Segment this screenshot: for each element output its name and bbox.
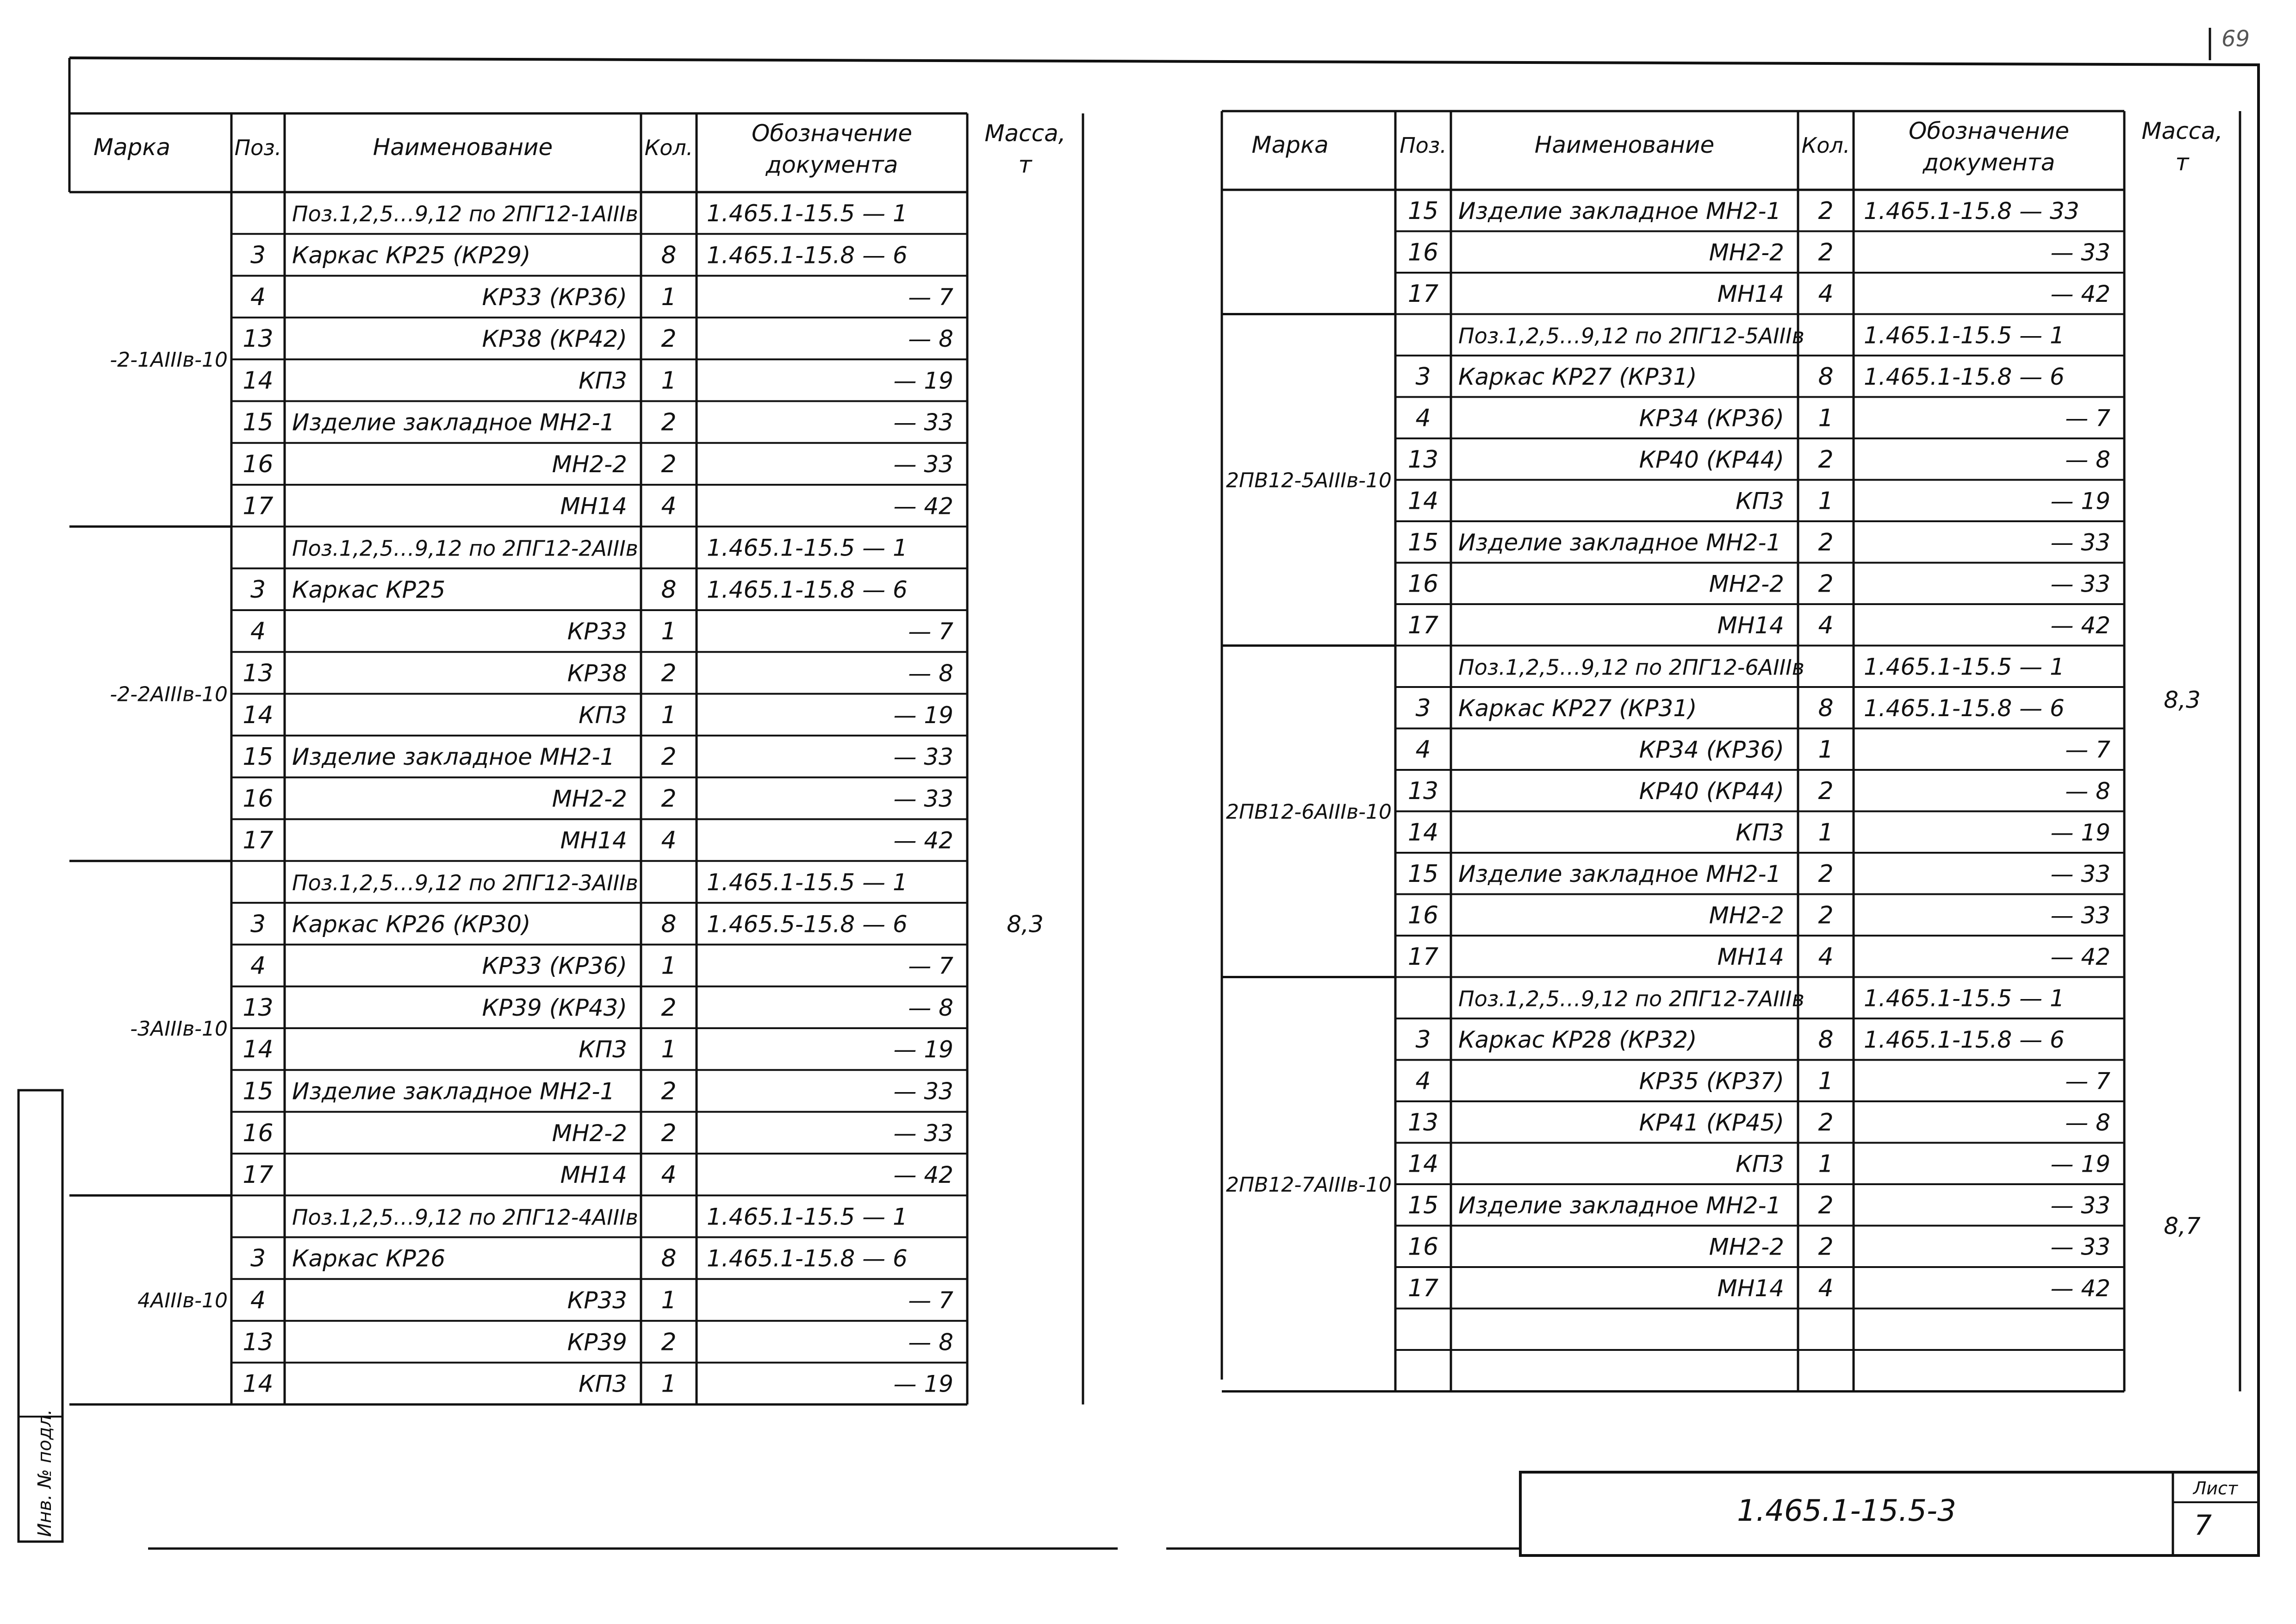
row-position: 4 xyxy=(250,952,266,980)
row-document: — 42 xyxy=(2050,280,2110,307)
row-position: 16 xyxy=(1407,901,1439,930)
page-number: 69 xyxy=(2221,26,2250,52)
row-name: Каркас КР25 xyxy=(292,576,446,603)
row-name: КР38 xyxy=(567,660,627,687)
row-position: 16 xyxy=(243,1119,274,1147)
row-document: — 19 xyxy=(2050,1150,2110,1178)
row-document: 1.465.5-15.8 — 6 xyxy=(707,911,908,938)
row-quantity: 2 xyxy=(1818,445,1834,474)
row-document: — 42 xyxy=(893,493,953,520)
row-quantity: 8 xyxy=(1818,694,1834,722)
row-document: 1.465.1-15.8 — 6 xyxy=(1864,363,2065,390)
header-poz: Поз. xyxy=(1400,133,1447,158)
row-name: Каркас КР27 (КР31) xyxy=(1458,363,1697,390)
row-quantity: 4 xyxy=(661,1161,677,1189)
side-stamp-text: Инв. № подл. xyxy=(34,1409,56,1537)
row-quantity: 1 xyxy=(661,283,677,311)
row-document: — 8 xyxy=(2065,777,2110,805)
row-quantity: 8 xyxy=(1818,362,1834,391)
row-name: КП3 xyxy=(579,701,627,729)
row-name: КР38 (КР42) xyxy=(482,325,627,353)
row-position: 15 xyxy=(243,1077,274,1106)
row-quantity: 2 xyxy=(661,743,677,771)
row-name: КР33 xyxy=(567,1287,627,1314)
mass-value: 8,7 xyxy=(2164,1212,2201,1240)
row-name: Поз.1,2,5…9,12 по 2ПГ12-5АIIIв xyxy=(1458,323,1804,349)
row-position: 4 xyxy=(250,618,266,646)
row-quantity: 1 xyxy=(1818,487,1834,515)
row-position: 17 xyxy=(1407,611,1439,639)
row-quantity: 2 xyxy=(1818,1108,1834,1137)
binding-strip xyxy=(19,1090,62,1542)
row-quantity: 2 xyxy=(1818,238,1834,267)
marka-label: 2ПВ12-7АIIIв-10 xyxy=(1226,1173,1392,1197)
row-quantity: 8 xyxy=(661,910,677,938)
row-position: 17 xyxy=(243,492,274,520)
row-document: — 8 xyxy=(908,1329,953,1356)
row-name: КР34 (КР36) xyxy=(1639,736,1784,763)
row-quantity: 8 xyxy=(661,575,677,604)
row-quantity: 1 xyxy=(661,367,677,395)
row-document: — 7 xyxy=(2065,1068,2110,1095)
row-quantity: 4 xyxy=(661,826,677,855)
row-name: МН2-2 xyxy=(1709,570,1784,598)
row-name: КП3 xyxy=(1736,487,1784,515)
row-name: Каркас КР26 xyxy=(292,1245,446,1272)
row-document: — 42 xyxy=(893,1162,953,1189)
row-name: Поз.1,2,5…9,12 по 2ПГ12-4АIIIв xyxy=(292,1205,638,1230)
row-document: — 7 xyxy=(2065,736,2110,763)
row-position: 16 xyxy=(1407,570,1439,598)
row-document: — 33 xyxy=(2050,860,2110,887)
row-name: МН2-2 xyxy=(552,1119,627,1147)
row-position: 15 xyxy=(1407,860,1439,888)
document-designation: 1.465.1-15.5-3 xyxy=(1737,1494,1956,1528)
row-document: 1.465.1-15.5 — 1 xyxy=(707,534,908,562)
row-name: КР41 (КР45) xyxy=(1639,1109,1784,1136)
row-name: КП3 xyxy=(579,367,627,394)
header-marka: Марка xyxy=(93,134,171,161)
row-name: КР33 xyxy=(567,618,627,645)
row-quantity: 1 xyxy=(661,1036,677,1064)
row-position: 13 xyxy=(243,325,274,353)
row-quantity: 2 xyxy=(661,325,677,353)
row-position: 3 xyxy=(250,1244,266,1273)
row-document: — 7 xyxy=(908,952,953,980)
row-document: — 8 xyxy=(2065,446,2110,473)
row-name: Каркас КР25 (КР29) xyxy=(292,242,531,269)
header-doc-line2: документа xyxy=(1923,149,2055,176)
row-document: 1.465.1-15.8 — 6 xyxy=(707,1245,908,1272)
row-document: 1.465.1-15.5 — 1 xyxy=(707,200,908,227)
row-document: — 33 xyxy=(893,1078,953,1105)
row-quantity: 2 xyxy=(1818,1233,1834,1261)
row-document: — 8 xyxy=(2065,1109,2110,1136)
row-name: МН14 xyxy=(1717,943,1784,970)
row-name: Поз.1,2,5…9,12 по 2ПГ12-1АIIIв xyxy=(292,201,638,227)
row-quantity: 2 xyxy=(661,1077,677,1106)
row-position: 4 xyxy=(250,1286,266,1314)
row-name: МН14 xyxy=(1717,612,1784,639)
row-position: 3 xyxy=(250,910,266,938)
marka-label: -2-1АIIIв-10 xyxy=(110,348,228,372)
row-quantity: 8 xyxy=(661,1244,677,1273)
row-name: Изделие закладное МН2-1 xyxy=(1458,1192,1781,1219)
row-document: — 7 xyxy=(908,618,953,645)
header-name: Наименование xyxy=(1534,131,1715,158)
row-document: — 33 xyxy=(2050,570,2110,598)
row-document: — 8 xyxy=(908,660,953,687)
row-name: КП3 xyxy=(579,1036,627,1063)
row-quantity: 2 xyxy=(1818,570,1834,598)
row-quantity: 1 xyxy=(1818,818,1834,847)
header-poz: Поз. xyxy=(234,135,282,160)
row-document: — 8 xyxy=(908,994,953,1021)
row-name: Поз.1,2,5…9,12 по 2ПГ12-2АIIIв xyxy=(292,536,638,561)
row-name: КР40 (КР44) xyxy=(1639,777,1784,805)
row-position: 17 xyxy=(243,1161,274,1189)
sheet-number: 7 xyxy=(2194,1509,2212,1542)
row-document: — 7 xyxy=(908,283,953,311)
row-position: 13 xyxy=(243,1328,274,1356)
row-position: 13 xyxy=(1407,445,1439,474)
row-position: 16 xyxy=(1407,1233,1439,1261)
row-document: — 33 xyxy=(2050,529,2110,556)
row-document: 1.465.1-15.8 — 6 xyxy=(707,576,908,603)
row-document: — 33 xyxy=(893,1119,953,1147)
mass-value: 8,3 xyxy=(2164,686,2201,713)
row-quantity: 4 xyxy=(1818,611,1834,639)
marka-label: 4АIIIв-10 xyxy=(137,1288,228,1312)
row-name: КП3 xyxy=(1736,1150,1784,1178)
marka-label: 2ПВ12-6АIIIв-10 xyxy=(1226,800,1392,824)
row-position: 14 xyxy=(243,367,274,395)
row-document: 1.465.1-15.8 — 6 xyxy=(1864,694,2065,722)
row-quantity: 2 xyxy=(1818,901,1834,930)
row-quantity: 4 xyxy=(1818,1274,1834,1302)
row-position: 4 xyxy=(1415,736,1431,764)
row-position: 15 xyxy=(243,743,274,771)
row-position: 16 xyxy=(243,785,274,813)
row-name: КП3 xyxy=(1736,819,1784,846)
row-quantity: 1 xyxy=(1818,1150,1834,1178)
row-position: 13 xyxy=(243,659,274,687)
row-position: 17 xyxy=(1407,943,1439,971)
row-document: — 42 xyxy=(2050,1274,2110,1302)
row-name: Изделие закладное МН2-1 xyxy=(292,743,615,771)
row-document: — 33 xyxy=(2050,239,2110,266)
row-document: 1.465.1-15.5 — 1 xyxy=(1864,985,2065,1012)
row-position: 4 xyxy=(250,283,266,311)
row-name: МН14 xyxy=(560,493,627,520)
marka-label: -2-2АIIIв-10 xyxy=(110,682,228,706)
row-document: — 33 xyxy=(893,409,953,436)
row-quantity: 1 xyxy=(661,1370,677,1398)
row-position: 4 xyxy=(1415,1067,1431,1095)
row-quantity: 8 xyxy=(661,241,677,269)
row-quantity: 1 xyxy=(661,701,677,729)
row-document: — 33 xyxy=(893,743,953,771)
row-document: 1.465.1-15.8 — 33 xyxy=(1864,197,2079,225)
header-mass-line1: Масса, xyxy=(984,120,1066,147)
row-name: МН14 xyxy=(1717,280,1784,307)
row-quantity: 2 xyxy=(1818,197,1834,225)
row-position: 15 xyxy=(1407,197,1439,225)
row-document: 1.465.1-15.8 — 6 xyxy=(707,242,908,269)
row-position: 17 xyxy=(1407,1274,1439,1302)
row-name: КР34 (КР36) xyxy=(1639,405,1784,432)
header-doc-line2: документа xyxy=(765,151,898,178)
row-name: Изделие закладное МН2-1 xyxy=(292,409,615,436)
row-document: 1.465.1-15.5 — 1 xyxy=(707,1203,908,1230)
row-quantity: 4 xyxy=(661,492,677,520)
row-document: — 19 xyxy=(2050,487,2110,515)
row-document: — 19 xyxy=(893,1036,953,1063)
header-mass-line2: т xyxy=(1018,151,1032,178)
row-quantity: 1 xyxy=(1818,736,1834,764)
header-name: Наименование xyxy=(373,134,553,161)
row-name: КП3 xyxy=(579,1370,627,1398)
row-position: 13 xyxy=(1407,1108,1439,1137)
row-name: КР39 xyxy=(567,1329,627,1356)
row-document: 1.465.1-15.5 — 1 xyxy=(1864,322,2065,349)
row-document: — 33 xyxy=(2050,1192,2110,1219)
row-position: 17 xyxy=(243,826,274,855)
row-name: КР35 (КР37) xyxy=(1639,1068,1784,1095)
row-position: 16 xyxy=(1407,238,1439,267)
marka-label: -3АIIIв-10 xyxy=(130,1017,228,1041)
left-specification-table xyxy=(69,113,1083,1405)
row-position: 14 xyxy=(1407,487,1439,515)
row-document: — 7 xyxy=(908,1287,953,1314)
marka-label: 2ПВ12-5АIIIв-10 xyxy=(1226,468,1392,493)
row-quantity: 2 xyxy=(661,659,677,687)
row-quantity: 2 xyxy=(661,408,677,437)
row-name: Каркас КР27 (КР31) xyxy=(1458,694,1697,722)
row-name: МН2-2 xyxy=(1709,1233,1784,1261)
row-document: — 33 xyxy=(2050,902,2110,929)
row-document: 1.465.1-15.5 — 1 xyxy=(1864,653,2065,681)
row-position: 14 xyxy=(243,1370,274,1398)
row-quantity: 8 xyxy=(1818,1025,1834,1054)
header-doc-line1: Обозначение xyxy=(752,120,912,147)
row-position: 13 xyxy=(243,993,274,1022)
row-quantity: 2 xyxy=(661,993,677,1022)
row-quantity: 4 xyxy=(1818,280,1834,308)
row-name: МН2-2 xyxy=(1709,239,1784,266)
row-name: МН14 xyxy=(1717,1274,1784,1302)
row-name: Изделие закладное МН2-1 xyxy=(1458,860,1781,887)
row-name: Изделие закладное МН2-1 xyxy=(1458,197,1781,225)
row-quantity: 1 xyxy=(1818,404,1834,432)
row-name: КР39 (КР43) xyxy=(482,994,627,1021)
row-position: 4 xyxy=(1415,404,1431,432)
row-quantity: 4 xyxy=(1818,943,1834,971)
title-block xyxy=(1520,1472,2259,1555)
row-name: КР33 (КР36) xyxy=(482,283,627,311)
sheet-label: Лист xyxy=(2193,1478,2238,1499)
row-document: 1.465.1-15.8 — 6 xyxy=(1864,1026,2065,1053)
row-position: 16 xyxy=(243,450,274,478)
row-quantity: 1 xyxy=(1818,1067,1834,1095)
row-name: Каркас КР28 (КР32) xyxy=(1458,1026,1697,1053)
row-name: Изделие закладное МН2-1 xyxy=(292,1078,615,1105)
row-document: — 7 xyxy=(2065,405,2110,432)
row-name: КР40 (КР44) xyxy=(1639,446,1784,473)
row-position: 14 xyxy=(1407,1150,1439,1178)
row-quantity: 2 xyxy=(661,785,677,813)
header-mass-line2: т xyxy=(2175,149,2189,176)
row-name: Изделие закладное МН2-1 xyxy=(1458,529,1781,556)
header-marka: Марка xyxy=(1251,131,1329,158)
row-position: 14 xyxy=(243,1036,274,1064)
row-name: Поз.1,2,5…9,12 по 2ПГ12-3АIIIв xyxy=(292,870,638,895)
row-name: МН2-2 xyxy=(552,450,627,478)
right-specification-table xyxy=(1222,111,2240,1392)
header-qty: Кол. xyxy=(1801,133,1850,158)
row-position: 15 xyxy=(243,408,274,437)
row-name: Поз.1,2,5…9,12 по 2ПГ12-7АIIIв xyxy=(1458,986,1804,1012)
row-document: — 42 xyxy=(893,827,953,854)
row-position: 3 xyxy=(1415,694,1431,722)
row-document: — 33 xyxy=(2050,1233,2110,1261)
row-position: 17 xyxy=(1407,280,1439,308)
row-quantity: 2 xyxy=(1818,777,1834,805)
row-name: КР33 (КР36) xyxy=(482,952,627,980)
row-name: МН2-2 xyxy=(552,785,627,812)
row-position: 13 xyxy=(1407,777,1439,805)
header-qty: Кол. xyxy=(644,135,693,160)
row-quantity: 1 xyxy=(661,1286,677,1314)
row-position: 14 xyxy=(1407,818,1439,847)
row-position: 3 xyxy=(250,575,266,604)
row-name: Поз.1,2,5…9,12 по 2ПГ12-6АIIIв xyxy=(1458,655,1804,680)
row-name: МН2-2 xyxy=(1709,902,1784,929)
row-quantity: 2 xyxy=(1818,528,1834,556)
row-document: 1.465.1-15.5 — 1 xyxy=(707,868,908,896)
row-document: — 33 xyxy=(893,785,953,812)
row-quantity: 1 xyxy=(661,618,677,646)
mass-value: 8,3 xyxy=(1007,911,1044,938)
row-quantity: 1 xyxy=(661,952,677,980)
row-position: 3 xyxy=(1415,1025,1431,1054)
row-quantity: 2 xyxy=(661,450,677,478)
row-quantity: 2 xyxy=(1818,860,1834,888)
row-quantity: 2 xyxy=(661,1119,677,1147)
row-position: 15 xyxy=(1407,1191,1439,1219)
row-document: — 19 xyxy=(893,701,953,729)
row-position: 3 xyxy=(250,241,266,269)
row-name: МН14 xyxy=(560,827,627,854)
row-position: 15 xyxy=(1407,528,1439,556)
row-document: — 42 xyxy=(2050,612,2110,639)
row-position: 14 xyxy=(243,701,274,729)
row-document: — 8 xyxy=(908,325,953,353)
row-document: — 19 xyxy=(893,1370,953,1398)
row-position: 3 xyxy=(1415,362,1431,391)
row-document: — 19 xyxy=(2050,819,2110,846)
row-quantity: 2 xyxy=(1818,1191,1834,1219)
header-doc-line1: Обозначение xyxy=(1909,118,2069,144)
row-document: — 33 xyxy=(893,450,953,478)
row-document: — 19 xyxy=(893,367,953,394)
header-mass-line1: Масса, xyxy=(2141,118,2223,144)
row-name: Каркас КР26 (КР30) xyxy=(292,911,531,938)
row-quantity: 2 xyxy=(661,1328,677,1356)
row-document: — 42 xyxy=(2050,943,2110,970)
row-name: МН14 xyxy=(560,1162,627,1189)
